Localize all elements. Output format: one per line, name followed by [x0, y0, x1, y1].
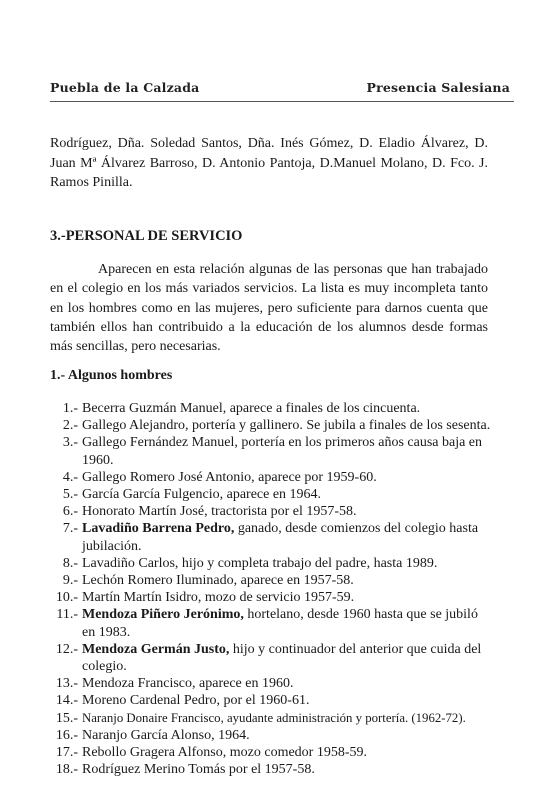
- item-number: 2.-: [62, 418, 78, 434]
- header-left-title: Puebla de la Calzada: [50, 80, 200, 95]
- list-item: [54, 589, 494, 606]
- item-text: Honorato Martín José, tractorista por el 1957-58.: [82, 504, 357, 520]
- list-item: [54, 675, 494, 692]
- list-item: [54, 692, 494, 709]
- item-number: 5.-: [62, 487, 78, 503]
- item-text: Naranjo García Alonso, 1964.: [82, 727, 250, 743]
- list-item: [54, 727, 494, 744]
- list-item: [54, 555, 494, 572]
- item-text: Gallego Alejandro, portería y gallinero. Se jubila a finales de los sesenta.: [82, 418, 491, 434]
- subheading: 1.- Algunos hombres: [50, 368, 173, 383]
- item-number: 17.-: [55, 745, 78, 761]
- item-text: Martín Martín Isidro, mozo de servicio 1957-59.: [82, 590, 355, 606]
- running-header: [50, 80, 510, 95]
- intro-paragraph: Rodríguez, Dña. Soledad Santos, Dña. Inés Gómez, D. Eladio Álvarez, D. Juan Mª Álvarez Barroso, D. Antonio Pantoja, D.Manuel Molano, D. Fco. J. Ramos Pinilla.: [50, 136, 488, 190]
- list-item: [54, 400, 494, 417]
- item-text: Rodríguez Merino Tomás por el 1957-58.: [82, 762, 315, 778]
- item-text: [78, 641, 494, 675]
- item-text: Gallego Romero José Antonio, aparece por 1959-60.: [82, 469, 377, 485]
- item-text: [78, 520, 494, 554]
- item-number: 4.-: [62, 469, 78, 485]
- item-number: 11.-: [56, 607, 78, 623]
- list-item: [54, 641, 494, 675]
- list-item: [54, 417, 494, 434]
- item-number: 6.-: [62, 504, 78, 520]
- header-rule: [50, 101, 514, 102]
- item-name: Mendoza Germán Justo,: [82, 641, 230, 657]
- item-number: 3.-: [62, 435, 78, 451]
- item-number: 8.-: [62, 555, 78, 571]
- item-detail: ganado, desde comienzos del colegio hasta jubilación.: [82, 521, 479, 554]
- item-number: 13.-: [55, 676, 78, 692]
- item-name: Mendoza Piñero Jerónimo,: [82, 607, 244, 623]
- item-number: 18.-: [55, 762, 78, 778]
- item-text: Gallego Fernández Manuel, portería en los primeros años causa baja en 1960.: [82, 435, 483, 468]
- item-number: 7.-: [62, 521, 78, 537]
- section-title: 3.-PERSONAL DE SERVICIO: [50, 228, 243, 244]
- list-item: [54, 744, 494, 761]
- item-text: [78, 606, 494, 640]
- item-number: 15.-: [55, 710, 78, 726]
- list-item: [54, 572, 494, 589]
- item-number: 16.-: [55, 727, 78, 743]
- item-number: 1.-: [62, 401, 78, 416]
- item-text: Lechón Romero Iluminado, aparece en 1957-58.: [82, 573, 354, 589]
- item-detail: hijo y continuador del anterior que cuida del colegio.: [82, 641, 482, 675]
- item-number: 12.-: [55, 641, 78, 657]
- item-text: Lavadiño Carlos, hijo y completa trabajo del padre, hasta 1989.: [82, 555, 438, 571]
- section-paragraph: Aparecen en esta relación algunas de las personas que han trabajado en el colegio en los más variados servicios. La lista es muy incompleta tanto en los hombres como en las mujeres, pero suficiente para darnos cuenta que también ellos han contribuido a la educación de los alumnos desde formas más sencillas, pero necesarias.: [50, 262, 488, 355]
- item-name: Lavadiño Barrena Pedro,: [82, 521, 235, 537]
- list-item: [54, 606, 494, 640]
- item-text: Mendoza Francisco, aparece en 1960.: [82, 676, 294, 692]
- list-item: [54, 520, 494, 554]
- list-item: [54, 486, 494, 503]
- item-text: Becerra Guzmán Manuel, aparece a finales de los cincuenta.: [82, 401, 421, 416]
- list-item: [54, 761, 494, 778]
- item-text: Rebollo Gragera Alfonso, mozo comedor 1958-59.: [82, 745, 367, 761]
- list-item: [54, 710, 494, 727]
- item-number: 9.-: [62, 573, 78, 589]
- staff-list: [54, 400, 494, 778]
- item-text: Moreno Cardenal Pedro, por el 1960-61.: [82, 693, 310, 709]
- item-text: García García Fulgencio, aparece en 1964.: [82, 487, 322, 503]
- list-item: [54, 503, 494, 520]
- header-right-title: Presencia Salesiana: [366, 80, 510, 95]
- item-detail: hortelano, desde 1960 hasta que se jubiló en 1983.: [82, 607, 478, 640]
- list-item: [54, 434, 494, 468]
- item-number: 14.-: [55, 693, 78, 709]
- item-text: Naranjo Donaire Francisco, ayudante administración y portería. (1962-72).: [82, 710, 466, 725]
- list-item: [54, 469, 494, 486]
- item-number: 10.-: [55, 590, 78, 606]
